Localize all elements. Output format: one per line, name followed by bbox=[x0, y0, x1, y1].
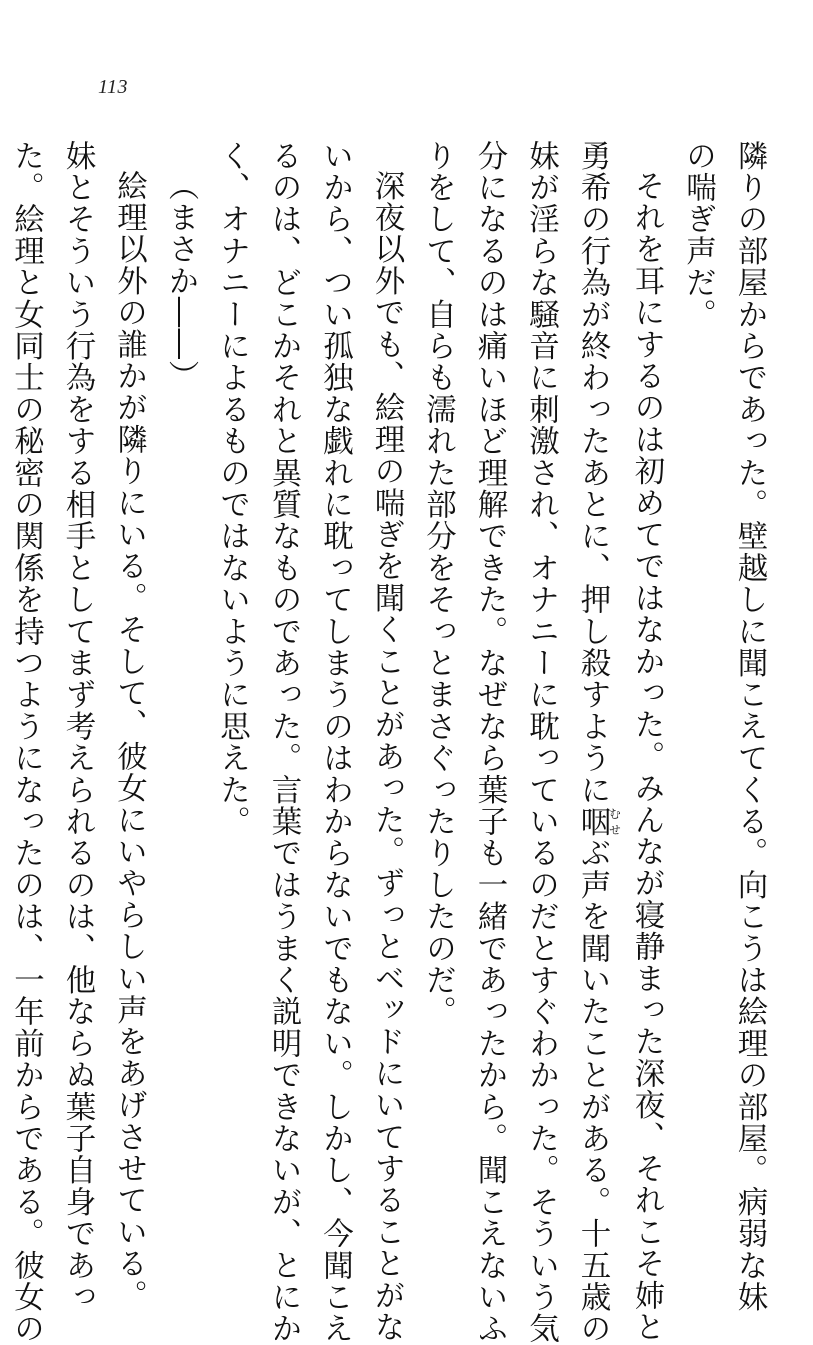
text-line: 妹が淫らな騒音に刺激され、オナニーに耽っているのだとすぐわかった。そういう気 bbox=[523, 140, 559, 1345]
text-line: た。絵理と女同士の秘密の関係を持つようになったのは、一年前からである。彼女の bbox=[8, 140, 44, 1345]
ruby-reading: むせ bbox=[607, 805, 622, 838]
text-line-with-ruby bbox=[567, 140, 622, 1345]
text-line: 妹とそういう行為をする相手としてまず考えられるのは、他ならぬ葉子自身であっ bbox=[60, 140, 95, 1313]
ruby-annotation bbox=[575, 805, 622, 838]
text-line: りをして、自らも濡れた部分をそっとまさぐったりしたのだ。 bbox=[420, 140, 456, 1028]
text-line: るのは、どこかそれと異質なものであった。言葉ではうまく説明できないが、とにか bbox=[266, 140, 301, 1345]
text-line: の喘ぎ声だ。 bbox=[680, 140, 716, 331]
vertical-text-body bbox=[8, 140, 775, 1345]
paragraph-start-line: 絵理以外の誰かが隣りにいる。そして、彼女にいやらしい声をあげさせている。 bbox=[111, 170, 147, 1312]
text-line: いから、つい孤独な戯れに耽ってしまうのはわからないでもない。しかし、今聞こえ bbox=[317, 140, 353, 1345]
ruby-base: 咽 bbox=[575, 805, 610, 838]
paragraph-start-line: それを耳にするのは初めてではなかった。みんなが寝静まった深夜、それこそ姉と bbox=[629, 170, 664, 1343]
text-line: 分になるのは痛いほど理解できた。なぜなら葉子も一緒であったから。聞こえないふ bbox=[472, 140, 507, 1345]
text-line: く、オナニーによるものではないように思えた。 bbox=[214, 140, 250, 838]
page-number: 113 bbox=[98, 76, 129, 98]
paragraph-start-line: 深夜以外でも、絵理の喘ぎを聞くことがあった。ずっとベッドにいてすることがな bbox=[369, 170, 404, 1343]
dialogue-line: （まさか――） bbox=[163, 170, 198, 392]
text-line: 隣りの部屋からであった。壁越しに聞こえてくる。向こうは絵理の部屋。病弱な妹 bbox=[732, 140, 767, 1313]
text-segment: 勇希の行為が終わったあとに、押し殺すように bbox=[575, 140, 610, 806]
text-segment: ぶ声を聞いたことがある。十五歳の bbox=[575, 837, 610, 1345]
